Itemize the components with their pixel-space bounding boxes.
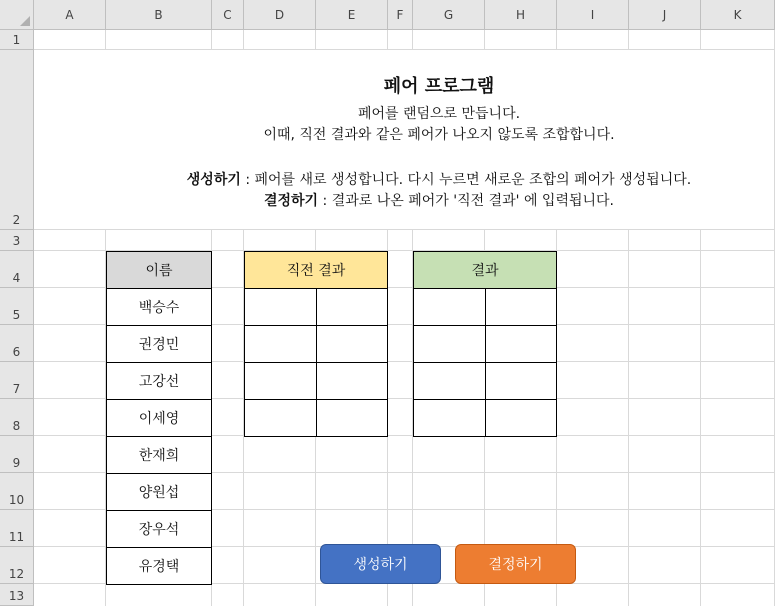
- name-cell[interactable]: 권경민: [106, 325, 212, 363]
- result-cell[interactable]: [485, 325, 557, 363]
- col-header-e[interactable]: E: [316, 0, 388, 30]
- previous-result-cell[interactable]: [316, 288, 388, 326]
- result-cell[interactable]: [413, 325, 486, 363]
- grid-line: [387, 30, 388, 50]
- row-header-6[interactable]: 6: [0, 325, 34, 362]
- row-header-11[interactable]: 11: [0, 510, 34, 547]
- grid-line: [556, 30, 557, 50]
- row-header-5[interactable]: 5: [0, 288, 34, 325]
- grid-line: [243, 30, 244, 50]
- grid-line: [211, 30, 212, 50]
- grid-line: [105, 30, 106, 50]
- previous-result-cell[interactable]: [244, 288, 317, 326]
- result-cell[interactable]: [413, 399, 486, 437]
- page-title: 페어 프로그램: [383, 76, 495, 97]
- previous-result-cell[interactable]: [316, 325, 388, 363]
- result-cell[interactable]: [485, 288, 557, 326]
- row-header-13[interactable]: 13: [0, 584, 34, 606]
- description-line-2: 이때, 직전 결과와 같은 페어가 나오지 않도록 조합합니다.: [263, 127, 615, 143]
- col-header-h[interactable]: H: [485, 0, 557, 30]
- confirm-description-text: : 결과로 나온 페어가 '직전 결과' 에 입력됩니다.: [318, 193, 614, 209]
- row-header-4[interactable]: 4: [0, 251, 34, 288]
- grid-line: [484, 30, 485, 50]
- row-header-10[interactable]: 10: [0, 473, 34, 510]
- row-header-12[interactable]: 12: [0, 547, 34, 584]
- previous-result-cell[interactable]: [316, 362, 388, 400]
- row-header-2[interactable]: 2: [0, 50, 34, 230]
- row-header-8[interactable]: 8: [0, 399, 34, 436]
- col-header-c[interactable]: C: [212, 0, 244, 30]
- col-header-i[interactable]: I: [557, 0, 629, 30]
- grid-line: [700, 30, 701, 50]
- col-header-a[interactable]: A: [34, 0, 106, 30]
- previous-result-cell[interactable]: [244, 399, 317, 437]
- description-line-1: 페어를 랜덤으로 만듭니다.: [357, 106, 521, 122]
- confirm-description-label: 결정하기: [263, 193, 319, 209]
- col-header-j[interactable]: J: [629, 0, 701, 30]
- name-cell[interactable]: 한재희: [106, 436, 212, 474]
- previous-result-cell[interactable]: [244, 325, 317, 363]
- generate-description-text: : 페어를 새로 생성합니다. 다시 누르면 새로운 조합의 페어가 생성됩니다.: [240, 172, 692, 188]
- confirm-button[interactable]: 결정하기: [455, 544, 576, 584]
- name-cell[interactable]: 고강선: [106, 362, 212, 400]
- select-all-corner[interactable]: [0, 0, 34, 30]
- row-header-1[interactable]: 1: [0, 30, 34, 50]
- grid-line: [34, 49, 775, 50]
- row-header-7[interactable]: 7: [0, 362, 34, 399]
- result-cell[interactable]: [485, 399, 557, 437]
- result-cell[interactable]: [485, 362, 557, 400]
- name-cell[interactable]: 유경택: [106, 547, 212, 585]
- name-cell[interactable]: 장우석: [106, 510, 212, 548]
- name-cell[interactable]: 양원섭: [106, 473, 212, 511]
- grid-line: [34, 229, 775, 230]
- col-header-g[interactable]: G: [413, 0, 485, 30]
- previous-result-cell[interactable]: [244, 362, 317, 400]
- previous-result-cell[interactable]: [316, 399, 388, 437]
- names-header-cell[interactable]: 이름: [106, 251, 212, 289]
- col-header-k[interactable]: K: [701, 0, 775, 30]
- generate-description-label: 생성하기: [186, 172, 241, 188]
- col-header-b[interactable]: B: [106, 0, 212, 30]
- row-header-9[interactable]: 9: [0, 436, 34, 473]
- grid-line: [412, 30, 413, 50]
- row-header-3[interactable]: 3: [0, 230, 34, 251]
- generate-description: [34, 169, 775, 189]
- result-cell[interactable]: [413, 288, 486, 326]
- generate-button[interactable]: 생성하기: [320, 544, 441, 584]
- grid-line: [315, 30, 316, 50]
- confirm-description: [34, 190, 775, 210]
- col-header-f[interactable]: F: [388, 0, 413, 30]
- result-header[interactable]: 결과: [413, 251, 557, 289]
- grid-line: [628, 30, 629, 50]
- result-cell[interactable]: [413, 362, 486, 400]
- col-header-d[interactable]: D: [244, 0, 316, 30]
- name-cell[interactable]: 백승수: [106, 288, 212, 326]
- name-cell[interactable]: 이세영: [106, 399, 212, 437]
- previous-result-header[interactable]: 직전 결과: [244, 251, 388, 289]
